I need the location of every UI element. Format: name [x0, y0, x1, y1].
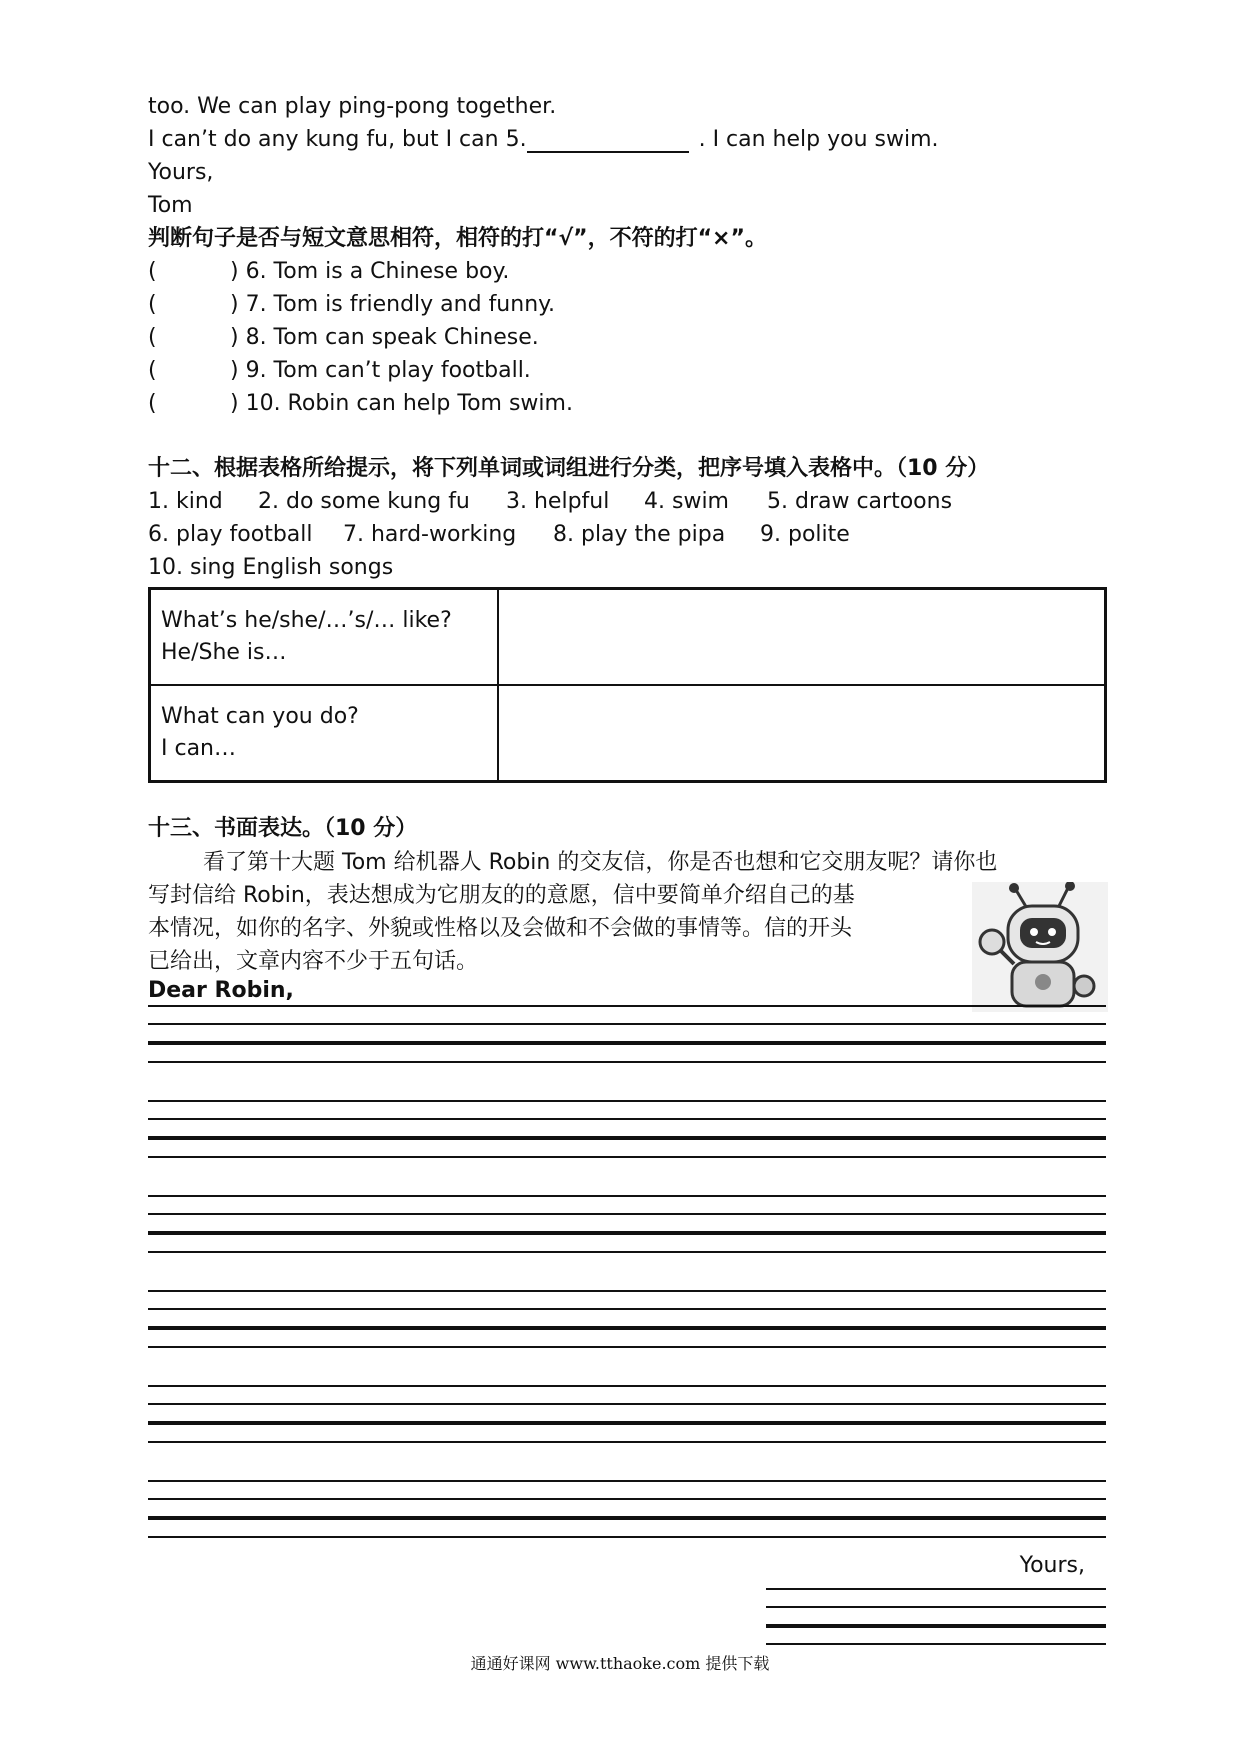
word-item: 4. swim — [644, 489, 729, 514]
classification-table — [148, 587, 1107, 783]
writing-line — [148, 1516, 1106, 1520]
signature-line — [766, 1588, 1106, 1590]
writing-line — [148, 1421, 1106, 1425]
writing-line — [148, 1385, 1106, 1387]
writing-line — [148, 1290, 1106, 1292]
writing-line — [148, 1156, 1106, 1158]
word-item: 1. kind — [148, 489, 223, 514]
word-item: 3. helpful — [506, 489, 610, 514]
robot-illustration — [972, 882, 1108, 1012]
writing-line — [148, 1100, 1106, 1102]
instruction-paragraph-line: 看了第十大题 Tom 给机器人 Robin 的交友信，你是否也想和它交朋友呢？请你也 — [203, 850, 998, 875]
signature-line — [766, 1643, 1106, 1645]
writing-line — [148, 1005, 1106, 1007]
word-item: 7. hard-working — [343, 522, 517, 547]
word-item: 8. play the pipa — [553, 522, 726, 547]
instruction-paragraph-line: 已给出，文章内容不少于五句话。 — [148, 949, 479, 974]
writing-line — [148, 1441, 1106, 1443]
word-item: 2. do some kung fu — [258, 489, 470, 514]
writing-line — [148, 1118, 1106, 1120]
writing-line — [148, 1536, 1106, 1538]
judge-item[interactable]: ( ) 8. Tom can speak Chinese. — [148, 325, 539, 350]
writing-line — [148, 1023, 1106, 1025]
word-list-row-1 — [148, 489, 952, 515]
table-prompt-cell — [150, 589, 499, 686]
word-item: 6. play football — [148, 522, 313, 547]
table-row — [150, 685, 1106, 782]
instruction-paragraph-line: 写封信给 Robin，表达想成为它朋友的的意愿，信中要简单介绍自己的基 — [148, 883, 855, 908]
word-item: 10. sing English songs — [148, 555, 394, 580]
prompt-answer-stem: I can… — [161, 736, 237, 761]
writing-line — [148, 1480, 1106, 1482]
signature-line — [766, 1624, 1106, 1628]
section-13-title: 十三、书面表达。（10 分） — [148, 816, 418, 841]
word-list-row-2 — [148, 522, 850, 548]
table-prompt-cell — [150, 685, 499, 782]
writing-line — [148, 1213, 1106, 1215]
prompt-question: What can you do? — [161, 704, 359, 729]
writing-line — [148, 1346, 1106, 1348]
table-row — [150, 589, 1106, 686]
prompt-answer-stem: He/She is… — [161, 640, 287, 665]
section-12-title: 十二、根据表格所给提示，将下列单词或词组进行分类，把序号填入表格中。（10 分） — [148, 456, 990, 481]
letter-line-2-end: . I can help you swim. — [698, 127, 939, 152]
page-footer: 通通好课网 www.tthaoke.com 提供下载 — [470, 1654, 770, 1673]
writing-line — [148, 1251, 1106, 1253]
letter-signature: Tom — [148, 193, 193, 218]
writing-line — [148, 1231, 1106, 1235]
writing-line — [148, 1403, 1106, 1405]
table-answer-cell[interactable] — [498, 685, 1106, 782]
signature-line — [766, 1606, 1106, 1608]
word-item: 5. draw cartoons — [767, 489, 953, 514]
closing-yours: Yours, — [1019, 1553, 1085, 1578]
letter-closing: Yours, — [148, 160, 214, 185]
writing-line — [148, 1308, 1106, 1310]
table-answer-cell[interactable] — [498, 589, 1106, 686]
word-list-row-3 — [148, 555, 393, 581]
writing-line — [148, 1061, 1106, 1063]
writing-line — [148, 1136, 1106, 1140]
judge-item[interactable]: ( ) 6. Tom is a Chinese boy. — [148, 259, 510, 284]
writing-line — [148, 1195, 1106, 1197]
answer-blank-5[interactable] — [527, 129, 689, 153]
judge-item[interactable]: ( ) 7. Tom is friendly and funny. — [148, 292, 556, 317]
writing-line — [148, 1326, 1106, 1330]
letter-line-2 — [148, 127, 939, 153]
judge-item[interactable]: ( ) 10. Robin can help Tom swim. — [148, 391, 573, 416]
writing-line — [148, 1498, 1106, 1500]
letter-line-1: too. We can play ping-pong together. — [148, 94, 557, 119]
prompt-question: What’s he/she/…’s/… like? — [161, 608, 452, 633]
judge-instruction: 判断句子是否与短文意思相符，相符的打“√”，不符的打“×”。 — [148, 226, 767, 251]
writing-line — [148, 1041, 1106, 1045]
judge-item[interactable]: ( ) 9. Tom can’t play football. — [148, 358, 531, 383]
word-item: 9. polite — [760, 522, 850, 547]
letter-line-2-start: I can’t do any kung fu, but I can 5. — [148, 127, 527, 152]
instruction-paragraph-line: 本情况，如你的名字、外貌或性格以及会做和不会做的事情等。信的开头 — [148, 916, 853, 941]
letter-greeting: Dear Robin, — [148, 978, 294, 1003]
